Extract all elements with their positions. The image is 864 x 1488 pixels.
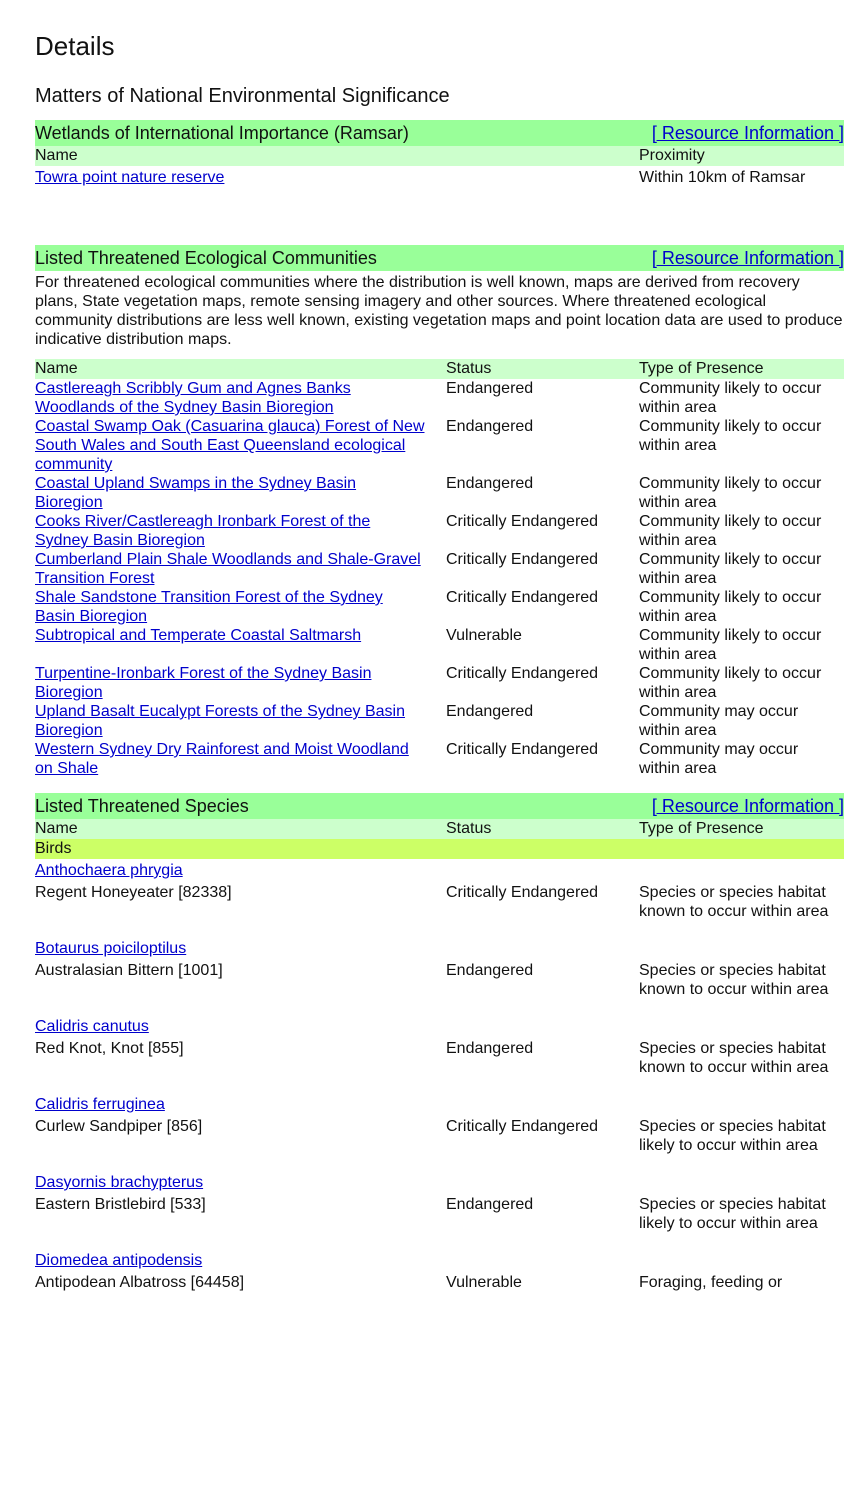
- community-name-link[interactable]: [35, 740, 440, 778]
- species-row: [35, 1015, 844, 1093]
- species-row: [35, 859, 844, 937]
- community-name-line: Cumberland Plain Shale Woodlands and Shale-Gravel: [35, 551, 421, 568]
- presence-line: within area: [639, 646, 717, 663]
- community-name-line: Coastal Upland Swamps in the Sydney Basin: [35, 475, 357, 492]
- page-subtitle: Matters of National Environmental Significance: [35, 85, 450, 107]
- species-row: [35, 937, 844, 1015]
- species-scientific-link[interactable]: Calidris canutus: [35, 1018, 149, 1035]
- col-status-header: Status: [446, 820, 492, 837]
- presence-line: Community likely to occur: [639, 475, 822, 492]
- presence-line: Community likely to occur: [639, 418, 822, 435]
- species-section: [35, 793, 844, 1327]
- community-name-link[interactable]: [35, 588, 440, 626]
- species-common-name: Eastern Bristlebird [533]: [35, 1196, 206, 1213]
- table-row: [35, 588, 844, 626]
- ramsar-header-bar: [35, 120, 844, 146]
- community-name-line: on Shale: [35, 760, 99, 777]
- community-name-line: Bioregion: [35, 722, 103, 739]
- community-name-line: Transition Forest: [35, 570, 155, 587]
- status-value: Critically Endangered: [446, 884, 599, 901]
- species-common-name: Red Knot, Knot [855]: [35, 1040, 184, 1057]
- presence-line: within area: [639, 684, 717, 701]
- community-name-line: Turpentine-Ironbark Forest of the Sydney Basin: [35, 665, 372, 682]
- col-name-header: Name: [35, 147, 78, 164]
- species-column-header: [35, 819, 844, 839]
- community-name-link[interactable]: [35, 550, 440, 588]
- community-name-line: South Wales and South East Queensland ecological: [35, 437, 406, 454]
- status-value: Endangered: [446, 418, 534, 435]
- table-row: [35, 550, 844, 588]
- status-value: Critically Endangered: [446, 513, 599, 530]
- col-name-header: Name: [35, 820, 78, 837]
- species-header-bar: [35, 793, 844, 819]
- status-value: Vulnerable: [446, 1274, 522, 1291]
- presence-line: Species or species habitat: [639, 884, 826, 901]
- presence-line: Foraging, feeding or: [639, 1274, 783, 1291]
- presence-value: [639, 588, 821, 626]
- status-value: Endangered: [446, 703, 534, 720]
- community-name-line: Castlereagh Scribbly Gum and Agnes Banks: [35, 380, 351, 397]
- presence-line: Community likely to occur: [639, 551, 822, 568]
- tec-section: [35, 245, 844, 778]
- table-row: [35, 379, 844, 417]
- presence-value: [639, 664, 821, 702]
- presence-line: Community may occur: [639, 703, 799, 720]
- presence-line: known to occur within area: [639, 1059, 829, 1076]
- col-presence-header: Type of Presence: [639, 820, 764, 837]
- community-name-link[interactable]: [35, 664, 440, 702]
- col-proximity-header: Proximity: [639, 147, 705, 164]
- species-scientific-link[interactable]: Diomedea antipodensis: [35, 1252, 203, 1269]
- presence-line: Community likely to occur: [639, 380, 822, 397]
- community-name-line: Coastal Swamp Oak (Casuarina glauca) Forest of New: [35, 418, 425, 435]
- site-name-link[interactable]: Towra point nature reserve: [35, 169, 225, 186]
- species-common-name: Antipodean Albatross [64458]: [35, 1274, 245, 1291]
- presence-line: Community likely to occur: [639, 665, 822, 682]
- presence-line: Community likely to occur: [639, 627, 822, 644]
- col-name-header: Name: [35, 360, 78, 377]
- presence-line: Community likely to occur: [639, 589, 822, 606]
- ramsar-resource-link[interactable]: [ Resource Information ]: [651, 122, 844, 143]
- status-value: Endangered: [446, 475, 534, 492]
- status-value: Vulnerable: [446, 627, 522, 644]
- presence-line: within area: [639, 494, 717, 511]
- table-row: [35, 626, 844, 664]
- community-name-line: Sydney Basin Bioregion: [35, 532, 205, 549]
- col-status-header: Status: [446, 360, 492, 377]
- presence-line: Community may occur: [639, 741, 799, 758]
- presence-value: [639, 1273, 782, 1292]
- table-row: [35, 664, 844, 702]
- community-name-line: Bioregion: [35, 494, 103, 511]
- presence-line: likely to occur within area: [639, 1137, 818, 1154]
- presence-line: within area: [639, 608, 717, 625]
- status-value: Critically Endangered: [446, 741, 599, 758]
- status-value: Endangered: [446, 962, 534, 979]
- status-value: Endangered: [446, 380, 534, 397]
- presence-line: Species or species habitat: [639, 1118, 826, 1135]
- community-name-line: Shale Sandstone Transition Forest of the Sydney: [35, 589, 383, 606]
- species-row: [35, 1249, 844, 1327]
- presence-line: Species or species habitat: [639, 962, 826, 979]
- community-name-line: Woodlands of the Sydney Basin Bioregion: [35, 399, 334, 416]
- table-row: [35, 417, 844, 474]
- status-value: Critically Endangered: [446, 1118, 599, 1135]
- community-name-link[interactable]: [35, 417, 440, 474]
- presence-line: Community likely to occur: [639, 513, 822, 530]
- presence-line: known to occur within area: [639, 903, 829, 920]
- status-value: Critically Endangered: [446, 665, 599, 682]
- tec-intro-text: For threatened ecological communities where the distribution is well known, maps are derived from recovery plans, State vegetation maps, remote sensing imagery and other sources. Where threatened ecological community distributions are less well known, existing vegetation maps and point location data are used to produce indicative distribution maps.: [35, 274, 843, 348]
- species-scientific-link[interactable]: Dasyornis brachypterus: [35, 1174, 204, 1191]
- ramsar-column-header: [35, 146, 844, 166]
- status-value: Critically Endangered: [446, 589, 599, 606]
- presence-value: [639, 961, 828, 999]
- ramsar-rows: [35, 166, 844, 188]
- status-value: Endangered: [446, 1040, 534, 1057]
- presence-line: likely to occur within area: [639, 1215, 818, 1232]
- presence-line: within area: [639, 437, 717, 454]
- ramsar-title: Wetlands of International Importance (Ramsar): [35, 122, 409, 143]
- ramsar-section: [35, 120, 844, 188]
- presence-value: [639, 417, 821, 455]
- species-title: Listed Threatened Species: [35, 795, 249, 816]
- community-name-line: community: [35, 456, 113, 473]
- presence-line: within area: [639, 760, 717, 777]
- community-name-line: Basin Bioregion: [35, 608, 148, 625]
- presence-value: [639, 1195, 826, 1233]
- presence-value: [639, 740, 798, 778]
- presence-line: known to occur within area: [639, 981, 829, 998]
- presence-value: [639, 550, 821, 588]
- table-row: [35, 740, 844, 778]
- species-common-name: Australasian Bittern [1001]: [35, 962, 223, 979]
- presence-value: [639, 1039, 828, 1077]
- species-resource-link[interactable]: [ Resource Information ]: [651, 795, 844, 816]
- presence-value: [639, 379, 821, 417]
- community-name-link[interactable]: [35, 702, 440, 740]
- species-scientific-link[interactable]: Calidris ferruginea: [35, 1096, 165, 1113]
- page-title: Details: [35, 31, 115, 61]
- table-row: [35, 474, 844, 512]
- tec-title: Listed Threatened Ecological Communities: [35, 247, 377, 268]
- table-row: [35, 166, 844, 188]
- presence-line: within area: [639, 570, 717, 587]
- status-value: Endangered: [446, 1196, 534, 1213]
- presence-line: Species or species habitat: [639, 1040, 826, 1057]
- table-row: [35, 512, 844, 550]
- presence-value: [639, 512, 821, 550]
- table-row: [35, 702, 844, 740]
- tec-header-bar: [35, 245, 844, 271]
- community-name-line: Bioregion: [35, 684, 103, 701]
- species-common-name: Curlew Sandpiper [856]: [35, 1118, 203, 1135]
- presence-line: within area: [639, 532, 717, 549]
- community-name-line: Subtropical and Temperate Coastal Saltmarsh: [35, 627, 362, 644]
- proximity-value: Within 10km of Ramsar: [639, 169, 806, 186]
- species-common-name: Regent Honeyeater [82338]: [35, 884, 232, 901]
- species-rows: [35, 859, 844, 1327]
- presence-line: within area: [639, 722, 717, 739]
- community-name-link[interactable]: [35, 512, 440, 550]
- presence-line: Species or species habitat: [639, 1196, 826, 1213]
- community-name-link[interactable]: [35, 474, 440, 512]
- tec-rows: [35, 379, 844, 778]
- community-name-link[interactable]: [35, 379, 440, 417]
- tec-column-header: [35, 359, 844, 379]
- presence-value: [639, 702, 798, 740]
- community-name-line: Cooks River/Castlereagh Ironbark Forest of the: [35, 513, 371, 530]
- community-name-line: Western Sydney Dry Rainforest and Moist Woodland: [35, 741, 409, 758]
- presence-line: within area: [639, 399, 717, 416]
- presence-value: [639, 1117, 826, 1155]
- group-birds-bar: Birds: [35, 839, 844, 859]
- species-scientific-link[interactable]: Anthochaera phrygia: [35, 862, 183, 879]
- status-value: Critically Endangered: [446, 551, 599, 568]
- presence-value: [639, 883, 828, 921]
- species-scientific-link[interactable]: Botaurus poiciloptilus: [35, 940, 187, 957]
- species-row: [35, 1171, 844, 1249]
- col-presence-header: Type of Presence: [639, 360, 764, 377]
- community-name-link[interactable]: [35, 626, 440, 645]
- community-name-line: Upland Basalt Eucalypt Forests of the Sydney Basin: [35, 703, 405, 720]
- species-row: [35, 1093, 844, 1171]
- presence-value: [639, 474, 821, 512]
- tec-resource-link[interactable]: [ Resource Information ]: [651, 247, 844, 268]
- presence-value: [639, 626, 821, 664]
